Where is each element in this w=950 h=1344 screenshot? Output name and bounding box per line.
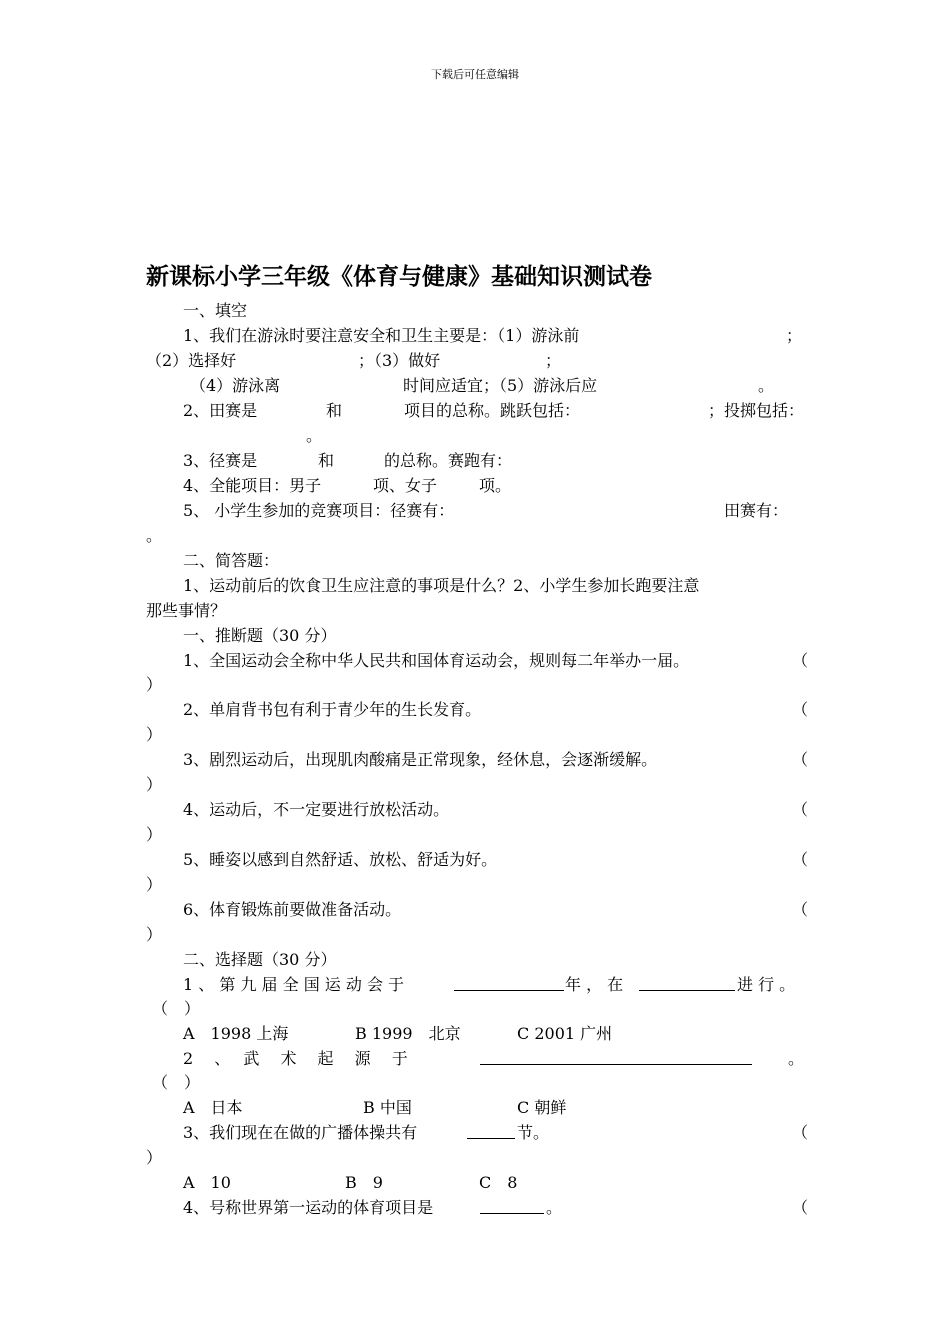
fill-q4-b: 项、女子 <box>373 476 438 495</box>
judge-open-paren: （ <box>792 900 809 919</box>
judge-item: 2、单肩背书包有利于青少年的生长发育。 <box>183 700 482 719</box>
choice-q2-a: 2 、 武 术 起 源 于 <box>183 1049 408 1068</box>
short-line1: 1、运动前后的饮食卫生应注意的事项是什么？2、小学生参加长跑要注意 <box>183 576 700 595</box>
fill-q1-line1: 1、我们在游泳时要注意安全和卫生主要是：（1）游泳前 <box>183 326 580 345</box>
page-title: 新课标小学三年级《体育与健康》基础知识测试卷 <box>146 263 652 290</box>
judge-item: 4、运动后，不一定要进行放松活动。 <box>183 800 450 819</box>
fill-q4-a: 4、全能项目：男子 <box>183 476 322 495</box>
fill-q5-period: 。 <box>146 526 163 545</box>
fill-heading: 一、填空 <box>183 301 248 320</box>
fill-q2-and: 和 <box>326 401 343 420</box>
choice-q1-c: 进 行 。 <box>737 975 796 994</box>
choice-q3-close-paren: ） <box>146 1148 163 1167</box>
judge-heading: 一、推断题（30 分） <box>183 626 337 645</box>
fill-q3-and: 和 <box>318 451 335 470</box>
fill-q1-line3a: （4）游泳离 <box>190 376 281 395</box>
choice-q3-b: 节。 <box>517 1123 550 1142</box>
choice-q4-a: 4、号称世界第一运动的体育项目是 <box>183 1198 434 1217</box>
judge-open-paren: （ <box>792 850 809 869</box>
choice-q3-opt-a: A 10 <box>183 1173 231 1192</box>
judge-open-paren: （ <box>792 800 809 819</box>
judge-close-paren: ） <box>146 775 163 794</box>
fill-q2-a: 2、田赛是 <box>183 401 258 420</box>
choice-q2-opt-b: B 中国 <box>363 1098 412 1117</box>
choice-q3-blank <box>467 1123 515 1139</box>
fill-q1-line2a: （2）选择好 <box>146 351 237 370</box>
fill-q4-c: 项。 <box>479 476 512 495</box>
choice-q3-opt-b: B 9 <box>345 1173 383 1192</box>
choice-q2-blank <box>480 1049 752 1065</box>
judge-close-paren: ） <box>146 825 163 844</box>
fill-q5-b: 田赛有： <box>724 501 789 520</box>
choice-q1-opt-b: B 1999 北京 <box>355 1024 461 1043</box>
page-header: 下载后可任意编辑 <box>431 68 519 81</box>
fill-q1-semi: ； <box>786 326 803 345</box>
choice-heading: 二、选择题（30 分） <box>183 950 337 969</box>
fill-q1-line2-semi: ； <box>545 351 562 370</box>
fill-q1-line2b: ；（3）做好 <box>358 351 441 370</box>
choice-q1-opt-a: A 1998 上海 <box>183 1024 289 1043</box>
judge-close-paren: ） <box>146 675 163 694</box>
fill-q2-c: ；投掷包括： <box>708 401 805 420</box>
judge-item: 3、剧烈运动后，出现肌肉酸痛是正常现象，经休息，会逐渐缓解。 <box>183 750 658 769</box>
choice-q3-opt-c: C 8 <box>479 1173 518 1192</box>
short-line2: 那些事情？ <box>146 601 227 620</box>
choice-q1-blank2 <box>639 975 735 991</box>
choice-q1-paren: （ ） <box>152 999 201 1018</box>
judge-close-paren: ） <box>146 725 163 744</box>
judge-open-paren: （ <box>792 750 809 769</box>
choice-q1-blank1 <box>454 975 564 991</box>
fill-q1-line3b: 时间应适宜；（5）游泳后应 <box>403 376 598 395</box>
fill-q2-period: 。 <box>306 426 323 445</box>
choice-q4-b: 。 <box>546 1198 563 1217</box>
choice-q3-open-paren: （ <box>792 1123 809 1142</box>
choice-q2-opt-a: A 日本 <box>183 1098 243 1117</box>
judge-open-paren: （ <box>792 700 809 719</box>
fill-q5-a: 5、 小学生参加的竞赛项目：径赛有： <box>183 501 455 520</box>
choice-q2-period: 。 <box>788 1049 805 1068</box>
choice-q1-opt-c: C 2001 广州 <box>517 1024 613 1043</box>
choice-q3-a: 3、我们现在在做的广播体操共有 <box>183 1123 418 1142</box>
fill-q1-period: 。 <box>758 376 775 395</box>
fill-q3-a: 3、径赛是 <box>183 451 258 470</box>
choice-q2-opt-c: C 朝鲜 <box>517 1098 567 1117</box>
choice-q4-open-paren: （ <box>792 1198 809 1217</box>
choice-q1-a: 1 、 第 九 届 全 国 运 动 会 于 <box>183 975 405 994</box>
judge-close-paren: ） <box>146 875 163 894</box>
judge-open-paren: （ <box>792 651 809 670</box>
fill-q2-b: 项目的总称。跳跃包括： <box>404 401 581 420</box>
choice-q4-blank <box>480 1198 544 1214</box>
judge-item: 1、全国运动会全称中华人民共和国体育运动会，规则每二年举办一届。 <box>183 651 690 670</box>
judge-close-paren: ） <box>146 925 163 944</box>
choice-q2-paren: （ ） <box>152 1073 201 1092</box>
short-heading: 二、简答题： <box>183 551 280 570</box>
judge-item: 5、睡姿以感到自然舒适、放松、舒适为好。 <box>183 850 498 869</box>
fill-q3-b: 的总称。赛跑有： <box>384 451 513 470</box>
choice-q1-b: 年 ， 在 <box>565 975 624 994</box>
judge-item: 6、体育锻炼前要做准备活动。 <box>183 900 402 919</box>
